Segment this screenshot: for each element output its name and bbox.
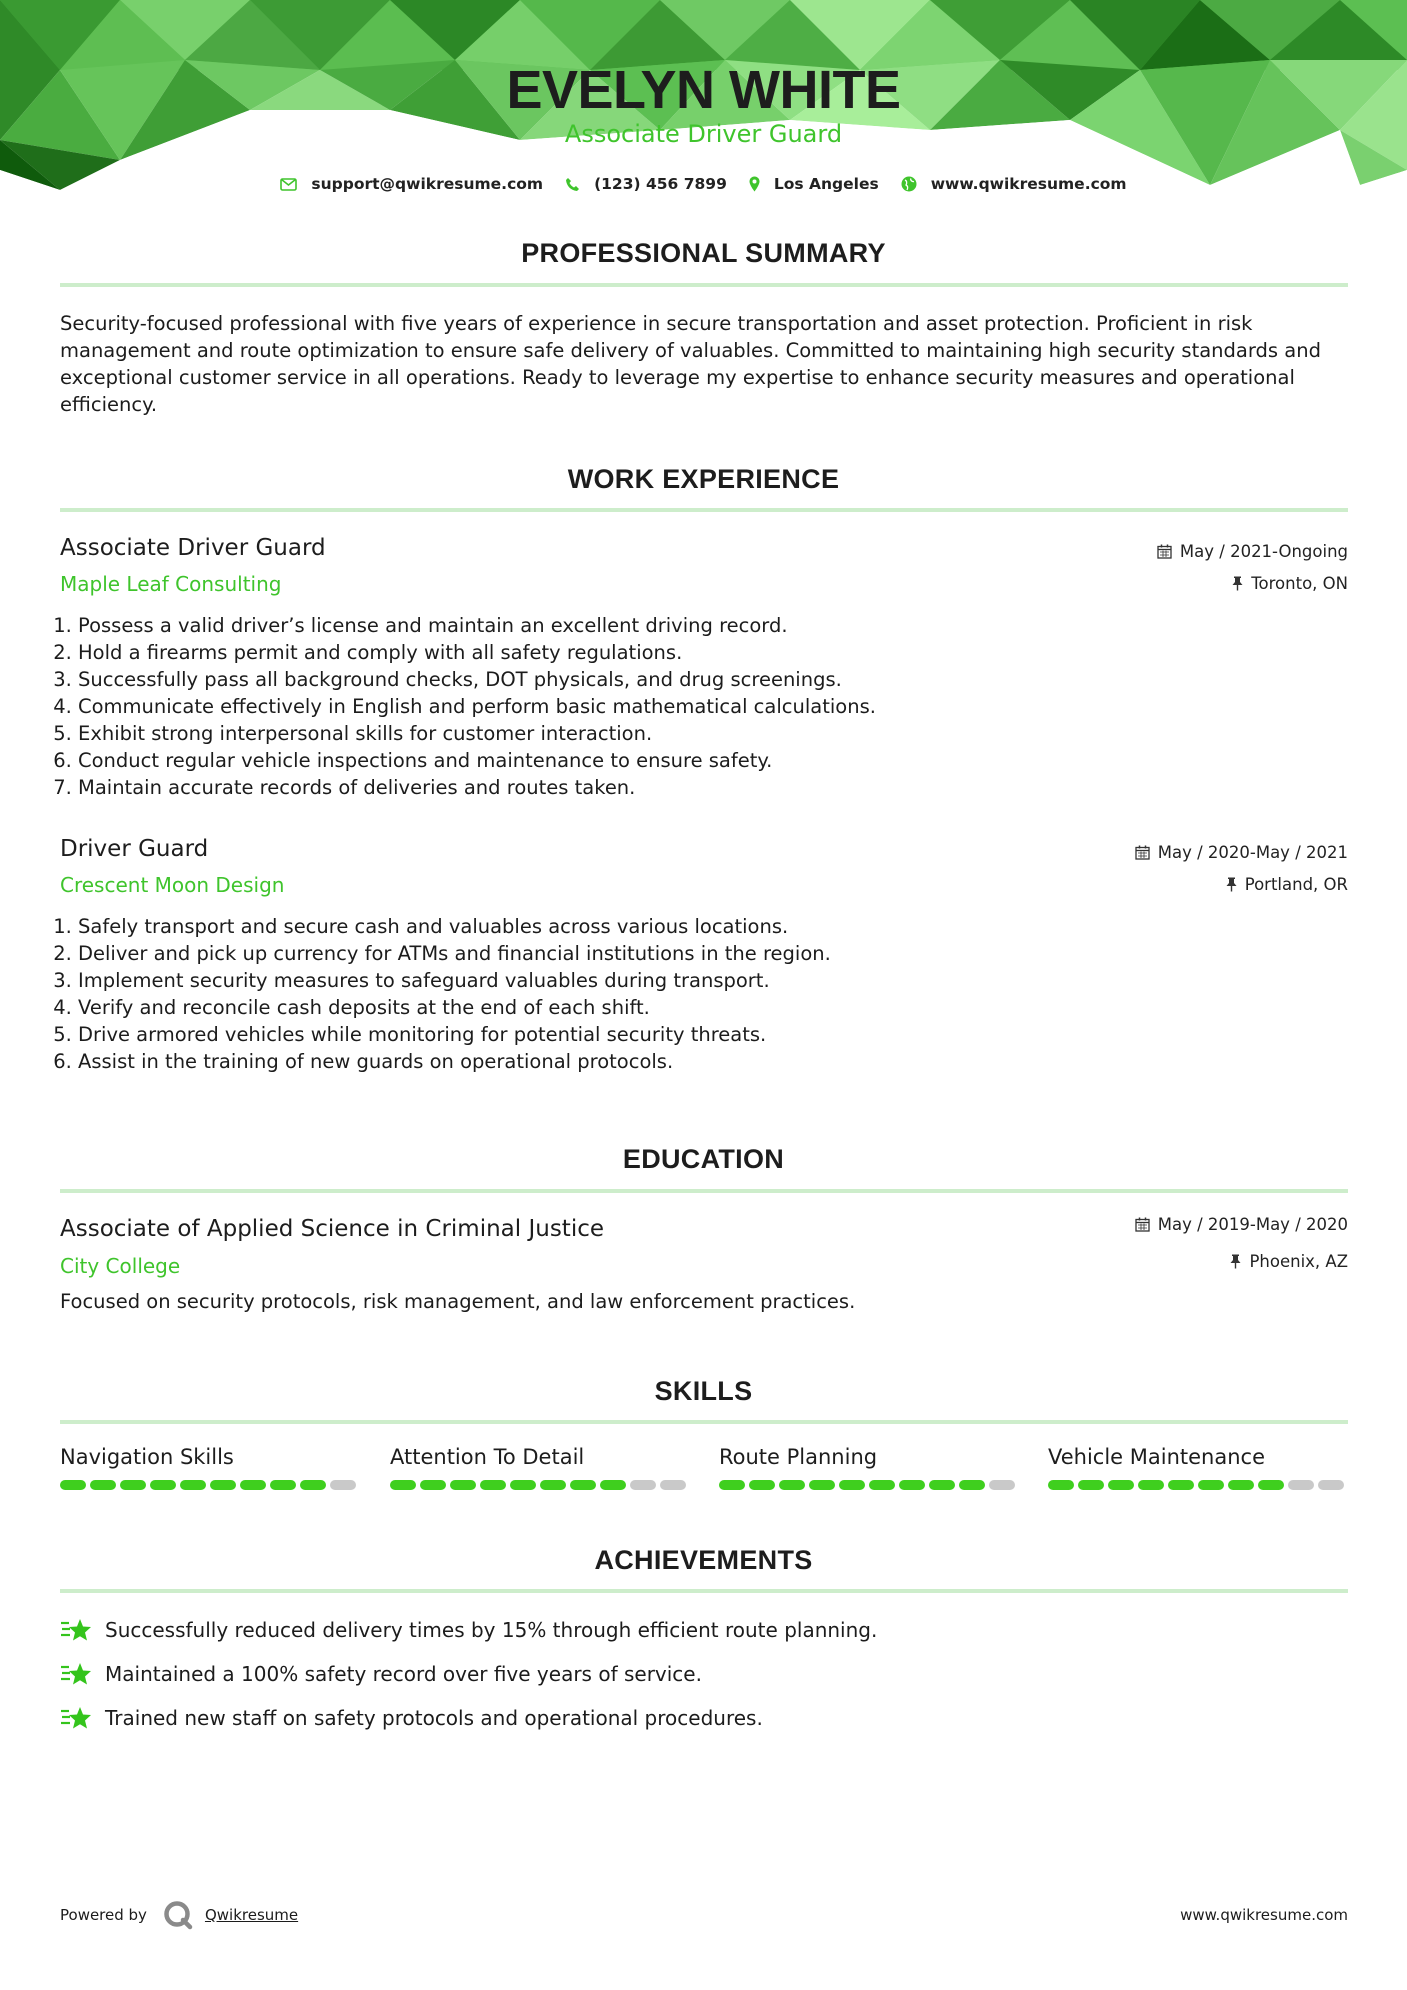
skill-segment-filled (869, 1480, 895, 1490)
job-duties-list (52, 612, 1278, 801)
job-title: Associate Driver Guard (60, 535, 326, 561)
skill-name: Navigation Skills (60, 1445, 234, 1469)
skill-segment-filled (240, 1480, 266, 1490)
skill-segment-filled (1138, 1480, 1164, 1490)
skill-level-bar (719, 1480, 1019, 1490)
job-location (1226, 875, 1348, 894)
job-dates (1157, 542, 1348, 561)
job-dates-text: May / 2020-May / 2021 (1157, 843, 1348, 862)
skill-segment-filled (959, 1480, 985, 1490)
skill-segment-empty (1288, 1480, 1314, 1490)
education-description: Focused on security protocols, risk management, and law enforcement practices. (60, 1290, 856, 1313)
section-divider (60, 1420, 1348, 1424)
skill-segment-filled (1258, 1480, 1284, 1490)
contact-email[interactable] (280, 175, 543, 193)
skill-segment-filled (719, 1480, 745, 1490)
skill-segment-filled (749, 1480, 775, 1490)
list-item: 5. Exhibit strong interpersonal skills for customer interaction. (78, 720, 1278, 747)
contact-phone[interactable] (565, 175, 727, 193)
skill-segment-empty (660, 1480, 686, 1490)
list-item: 3. Successfully pass all background checks, DOT physicals, and drug screenings. (78, 666, 1278, 693)
skill-level-bar (60, 1480, 360, 1490)
skill-segment-filled (600, 1480, 626, 1490)
skill-segment-empty (989, 1480, 1015, 1490)
list-item: 6. Conduct regular vehicle inspections and maintenance to ensure safety. (78, 747, 1278, 774)
job-location-text: Toronto, ON (1251, 574, 1348, 593)
job-company: Maple Leaf Consulting (60, 572, 282, 596)
education-dates-text: May / 2019-May / 2020 (1157, 1215, 1348, 1234)
skill-level-bar (1048, 1480, 1348, 1490)
list-item: 4. Communicate effectively in English and perform basic mathematical calculations. (78, 693, 1278, 720)
skill-segment-filled (510, 1480, 536, 1490)
skill-segment-filled (570, 1480, 596, 1490)
job-dates (1135, 843, 1348, 862)
education-location (1230, 1252, 1348, 1271)
skill-segment-filled (210, 1480, 236, 1490)
list-item: 5. Drive armored vehicles while monitoring for potential security threats. (78, 1021, 1278, 1048)
skill-segment-empty (630, 1480, 656, 1490)
skill-item (60, 1442, 360, 1490)
email-text: support@qwikresume.com (311, 175, 544, 193)
skill-segment-filled (1108, 1480, 1134, 1490)
pushpin-icon (1226, 877, 1237, 892)
achievement-item (60, 1616, 877, 1644)
skill-segment-filled (90, 1480, 116, 1490)
skill-segment-filled (450, 1480, 476, 1490)
list-item: 4. Verify and reconcile cash deposits at the end of each shift. (78, 994, 1278, 1021)
shooting-star-icon (60, 1660, 93, 1688)
skill-segment-filled (929, 1480, 955, 1490)
phone-text: (123) 456 7899 (594, 175, 727, 193)
website-text: www.qwikresume.com (930, 175, 1127, 193)
achievement-text: Successfully reduced delivery times by 15% through efficient route planning. (105, 1618, 878, 1642)
skill-segment-filled (480, 1480, 506, 1490)
degree-title: Associate of Applied Science in Criminal Justice (60, 1216, 605, 1242)
school-name: City College (60, 1254, 181, 1278)
footer-website[interactable]: www.qwikresume.com (1180, 1906, 1348, 1924)
education-location-text: Phoenix, AZ (1249, 1252, 1348, 1271)
skill-segment-empty (1318, 1480, 1344, 1490)
skill-name: Attention To Detail (390, 1445, 585, 1469)
achievement-text: Maintained a 100% safety record over five years of service. (105, 1662, 702, 1686)
skill-item (1048, 1442, 1348, 1490)
skill-segment-filled (300, 1480, 326, 1490)
shooting-star-icon (60, 1704, 93, 1732)
footer-powered-by (60, 1900, 298, 1930)
map-pin-icon (749, 176, 760, 192)
envelope-icon (280, 178, 297, 191)
skill-item (390, 1442, 690, 1490)
skill-segment-filled (270, 1480, 296, 1490)
list-item: 1. Possess a valid driver’s license and maintain an excellent driving record. (78, 612, 1278, 639)
skill-segment-filled (1168, 1480, 1194, 1490)
list-item: 2. Deliver and pick up currency for ATMs and financial institutions in the region. (78, 940, 1278, 967)
job-location (1232, 574, 1348, 593)
section-divider (60, 1589, 1348, 1593)
skill-segment-filled (809, 1480, 835, 1490)
skill-item (719, 1442, 1019, 1490)
contact-website[interactable] (901, 175, 1127, 193)
candidate-name: EVELYN WHITE (506, 60, 901, 120)
calendar-icon (1135, 845, 1150, 860)
candidate-role: Associate Driver Guard (564, 120, 843, 148)
qwikresume-link[interactable]: Qwikresume (204, 1906, 299, 1924)
section-divider (60, 508, 1348, 512)
skill-segment-filled (420, 1480, 446, 1490)
calendar-icon (1157, 544, 1172, 559)
section-title-summary: PROFESSIONAL SUMMARY (521, 238, 886, 268)
calendar-icon (1135, 1217, 1150, 1232)
qwikresume-logo-icon (163, 1900, 193, 1930)
job-location-text: Portland, OR (1244, 875, 1348, 894)
skill-segment-empty (330, 1480, 356, 1490)
list-item: 7. Maintain accurate records of deliveries and routes taken. (78, 774, 1278, 801)
globe-icon (901, 176, 917, 192)
summary-text: Security-focused professional with five years of experience in secure transportation and asset protection. Proficient in risk management and route optimization to ensure safe delivery of valuables. Committed to maintaining high security standards and exceptional customer service in all operations. Ready to leverage my expertise to enhance security measures and operational efficiency. (60, 312, 1321, 416)
pushpin-icon (1232, 576, 1243, 591)
job-company: Crescent Moon Design (60, 873, 285, 897)
skill-segment-filled (1198, 1480, 1224, 1490)
section-title-education: EDUCATION (622, 1144, 785, 1174)
contact-bar (0, 172, 1407, 196)
job-duties-list (52, 913, 1278, 1075)
skill-segment-filled (779, 1480, 805, 1490)
skill-segment-filled (540, 1480, 566, 1490)
section-divider (60, 1189, 1348, 1193)
skill-segment-filled (180, 1480, 206, 1490)
powered-by-text: Powered by (60, 1906, 147, 1924)
skill-segment-filled (1078, 1480, 1104, 1490)
skill-level-bar (390, 1480, 690, 1490)
list-item: 3. Implement security measures to safeguard valuables during transport. (78, 967, 1278, 994)
achievement-item (60, 1704, 763, 1732)
phone-icon (565, 177, 580, 192)
list-item: 1. Safely transport and secure cash and valuables across various locations. (78, 913, 1278, 940)
skill-segment-filled (60, 1480, 86, 1490)
skill-name: Route Planning (719, 1445, 878, 1469)
list-item: 2. Hold a firearms permit and comply with all safety regulations. (78, 639, 1278, 666)
skill-segment-filled (1048, 1480, 1074, 1490)
education-dates (1135, 1215, 1348, 1234)
location-text: Los Angeles (773, 175, 879, 193)
skill-segment-filled (120, 1480, 146, 1490)
skill-segment-filled (839, 1480, 865, 1490)
skill-segment-filled (390, 1480, 416, 1490)
job-dates-text: May / 2021-Ongoing (1179, 542, 1348, 561)
pushpin-icon (1230, 1254, 1241, 1269)
list-item: 6. Assist in the training of new guards on operational protocols. (78, 1048, 1278, 1075)
skill-segment-filled (1228, 1480, 1254, 1490)
achievement-item (60, 1660, 702, 1688)
section-title-achievements: ACHIEVEMENTS (594, 1545, 813, 1575)
job-title: Driver Guard (60, 836, 209, 862)
skill-segment-filled (899, 1480, 925, 1490)
skill-name: Vehicle Maintenance (1048, 1445, 1266, 1469)
section-title-skills: SKILLS (654, 1376, 753, 1406)
contact-location (749, 175, 879, 193)
skill-segment-filled (150, 1480, 176, 1490)
achievement-text: Trained new staff on safety protocols and operational procedures. (105, 1706, 763, 1730)
section-divider (60, 283, 1348, 287)
shooting-star-icon (60, 1616, 93, 1644)
section-title-experience: WORK EXPERIENCE (567, 464, 840, 494)
